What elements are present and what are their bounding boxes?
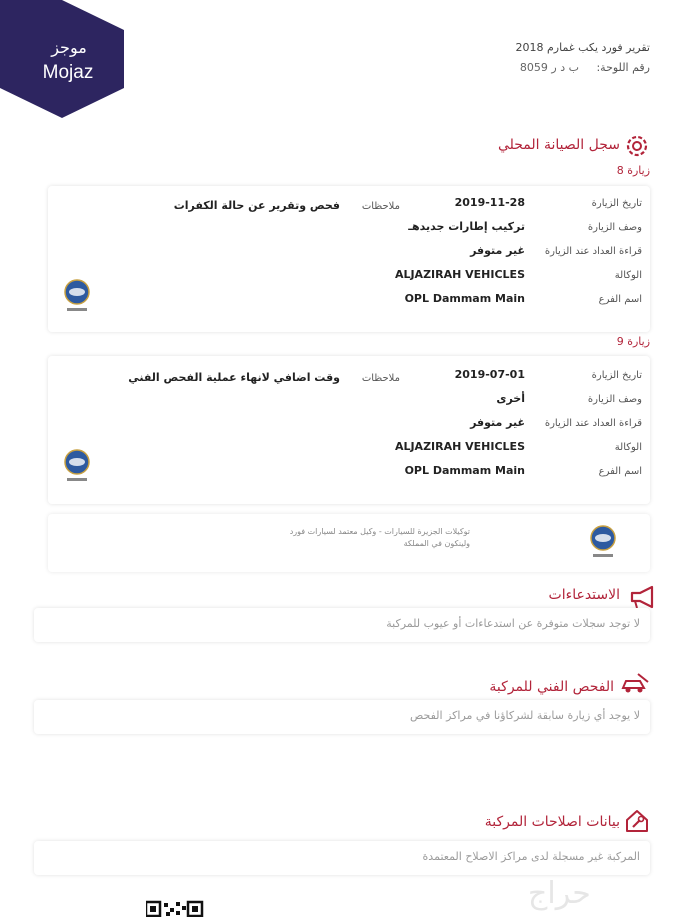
visit-desc-label: وصف الزيارة (587, 394, 642, 405)
visit-agency-row (50, 438, 650, 462)
branch-value: OPL Dammam Main (404, 292, 525, 305)
dealer-badge-icon (62, 448, 92, 488)
repairs-title: بيانات اصلاحات المركبة (484, 814, 620, 830)
branch-value: OPL Dammam Main (404, 464, 525, 477)
visit-desc-row (50, 390, 650, 414)
repairs-message: المركبة غير مسجلة لدى مراكز الاصلاح المعتمدة (422, 850, 640, 863)
notes-value: فحص وتقرير عن حالة الكفرات (173, 199, 340, 212)
logo-text-ar: موجز (51, 38, 87, 57)
inspection-message: لا يوجد أي زيارة سابقة لشركاؤنا في مراكز الفحص (410, 709, 640, 722)
logo-text-en: Mojaz (42, 62, 94, 83)
branch-label: اسم الفرع (598, 294, 642, 305)
odometer-value: غير متوفر (470, 416, 525, 429)
haraj-watermark: حراج (528, 876, 591, 911)
visit-date-label: تاريخ الزيارة (591, 370, 642, 381)
visit-desc-label: وصف الزيارة (587, 222, 642, 233)
notes-label: ملاحظات (361, 373, 400, 384)
maintenance-title: سجل الصيانة المحلي (497, 137, 620, 153)
recalls-message: لا توجد سجلات متوفرة عن استدعاءات أو عيوب للمركبة (386, 617, 640, 630)
dealer-note: توكيلات الجزيرة للسيارات - وكيل معتمد لسيارات فورد ولينكون في المملكة (289, 527, 470, 548)
visit-desc: أخرى (496, 392, 525, 405)
mojaz-logo (0, 0, 124, 118)
branch-label: اسم الفرع (598, 466, 642, 477)
inspection-title: الفحص الفني للمركبة (489, 679, 614, 695)
visit-date-label: تاريخ الزيارة (591, 198, 642, 209)
recalls-bar (34, 608, 650, 642)
megaphone-icon (628, 584, 658, 610)
dealer-note-card (48, 514, 650, 572)
odometer-label: قراءة العداد عند الزيارة (544, 246, 642, 257)
visit-card (48, 356, 650, 504)
agency-label: الوكالة (614, 270, 642, 281)
agency-value: ALJAZIRAH VEHICLES (394, 440, 525, 453)
visit-date: 2019-11-28 (454, 196, 525, 209)
visit-odometer-row (50, 414, 650, 438)
repair-house-icon (624, 808, 650, 834)
report-title: تقرير فورد يكب غمارم 2018 (515, 41, 650, 54)
plate-value: ب د ر 8059 (519, 61, 579, 74)
dealer-badge-icon (62, 278, 92, 318)
visit-desc-row (50, 218, 650, 242)
visit-branch-row (50, 462, 650, 486)
visit-label: زيارة 9 (616, 335, 650, 348)
visit-branch-row (50, 290, 650, 314)
notes-label: ملاحظات (361, 201, 400, 212)
plate-row (350, 58, 650, 78)
visit-label: زيارة 8 (616, 164, 650, 177)
inspection-bar (34, 700, 650, 734)
visit-odometer-row (50, 242, 650, 266)
visit-desc: تركيب إطارات جديدهـ (408, 220, 525, 233)
qr-code (146, 900, 204, 917)
agency-label: الوكالة (614, 442, 642, 453)
dealer-badge-icon (588, 524, 618, 564)
visit-date: 2019-07-01 (454, 368, 525, 381)
plate-label: رقم اللوحة: (596, 61, 650, 74)
notes-value: وقت اضافي لانهاء عملية الفحص الفني (128, 371, 340, 384)
repairs-bar (34, 841, 650, 875)
odometer-value: غير متوفر (470, 244, 525, 257)
recalls-title: الاستدعاءات (548, 587, 620, 603)
odometer-label: قراءة العداد عند الزيارة (544, 418, 642, 429)
visit-card (48, 186, 650, 332)
report-header (350, 38, 650, 78)
agency-value: ALJAZIRAH VEHICLES (394, 268, 525, 281)
visit-agency-row (50, 266, 650, 290)
gear-icon (624, 133, 650, 159)
car-inspection-icon (620, 670, 650, 696)
